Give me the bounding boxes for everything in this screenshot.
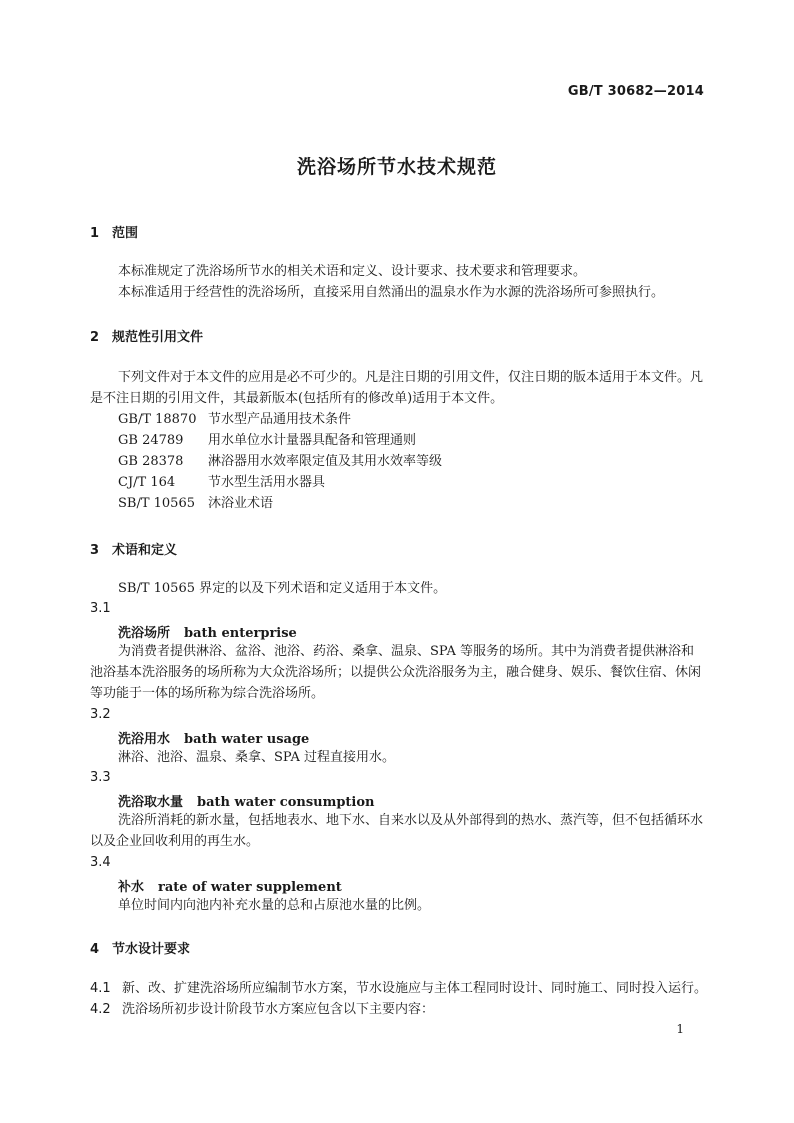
term-chinese: 洗浴场所: [118, 626, 171, 641]
term-entry: [118, 876, 342, 895]
reference-code: SB/T 10565: [118, 496, 195, 511]
paragraph: 本标准适用于经营性的洗浴场所，直接采用自然涌出的温泉水作为水源的洗浴场所可参照执行。: [118, 285, 665, 300]
section-title: 节水设计要求: [112, 942, 191, 957]
section-title: 规范性引用文件: [112, 330, 204, 345]
section-title: 范围: [112, 226, 139, 241]
requirement-number: 4.1: [90, 981, 111, 996]
term-english: bath water usage: [184, 732, 310, 747]
reference-code: GB 24789: [118, 433, 184, 448]
section-title: 术语和定义: [112, 543, 178, 558]
section-number: 3: [90, 543, 100, 558]
reference-code: GB 28378: [118, 454, 184, 469]
section-number: 2: [90, 330, 100, 345]
section-heading-2: [90, 326, 203, 345]
term-entry: [118, 728, 309, 747]
term-definition: 洗浴所消耗的新水量，包括地表水、地下水、自来水以及从外部得到的热水、蒸汽等，但不包括循环水以及企业回收利用的再生水。: [90, 813, 704, 849]
reference-item: [118, 430, 416, 451]
section-number: 4: [90, 942, 100, 957]
term-english: bath enterprise: [184, 626, 297, 641]
reference-item: [118, 409, 351, 430]
section-heading-4: [90, 938, 190, 957]
reference-code: CJ/T 164: [118, 475, 176, 490]
term-entry: [118, 791, 375, 810]
section-heading-1: [90, 222, 138, 241]
term-entry: [118, 622, 297, 641]
clause-number: 3.1: [90, 601, 111, 616]
paragraph: 下列文件对于本文件的应用是必不可少的。凡是注日期的引用文件，仅注日期的版本适用于本文件。凡是不注日期的引用文件，其最新版本(包括所有的修改单)适用于本文件。: [90, 370, 704, 406]
term-english: bath water consumption: [197, 795, 375, 810]
paragraph: 本标准规定了洗浴场所节水的相关术语和定义、设计要求、技术要求和管理要求。: [118, 264, 587, 279]
standard-code: GB/T 30682—2014: [567, 84, 704, 99]
section-number: 1: [90, 226, 100, 241]
reference-title: 用水单位水计量器具配备和管理通则: [208, 433, 417, 448]
reference-title: 节水型产品通用技术条件: [208, 412, 352, 427]
clause-number: 3.2: [90, 707, 111, 722]
term-chinese: 补水: [118, 880, 145, 895]
clause-number: 3.3: [90, 770, 111, 785]
term-definition: 淋浴、池浴、温泉、桑拿、SPA 过程直接用水。: [118, 750, 395, 765]
term-definition: 单位时间内向池内补充水量的总和占原池水量的比例。: [118, 898, 431, 913]
reference-title: 沐浴业术语: [208, 496, 274, 511]
reference-item: [118, 451, 442, 472]
paragraph: SB/T 10565 界定的以及下列术语和定义适用于本文件。: [118, 581, 447, 596]
section-heading-3: [90, 539, 177, 558]
page-number: 1: [676, 1022, 684, 1036]
requirement-item: [90, 999, 434, 1020]
reference-title: 淋浴器用水效率限定值及其用水效率等级: [208, 454, 443, 469]
clause-number: 3.4: [90, 855, 111, 870]
reference-item: [118, 493, 273, 514]
term-english: rate of water supplement: [158, 880, 342, 895]
term-chinese: 洗浴用水: [118, 732, 171, 747]
reference-code: GB/T 18870: [118, 412, 197, 427]
reference-item: [118, 472, 325, 493]
requirement-number: 4.2: [90, 1002, 111, 1017]
reference-title: 节水型生活用水器具: [208, 475, 326, 490]
requirement-item: [90, 978, 707, 999]
document-title: 洗浴场所节水技术规范: [296, 156, 497, 178]
term-definition: 为消费者提供淋浴、盆浴、池浴、药浴、桑拿、温泉、SPA 等服务的场所。其中为消费者提供淋浴和池浴基本洗浴服务的场所称为大众洗浴场所；以提供公众洗浴服务为主，融合健身、娱乐、餐饮住宿、休闲等功能于一体的场所称为综合洗浴场所。: [90, 644, 702, 701]
term-chinese: 洗浴取水量: [118, 795, 184, 810]
requirement-text: 新、改、扩建洗浴场所应编制节水方案，节水设施应与主体工程同时设计、同时施工、同时投入运行。: [122, 981, 708, 996]
requirement-text: 洗浴场所初步设计阶段节水方案应包含以下主要内容：: [122, 1002, 435, 1017]
